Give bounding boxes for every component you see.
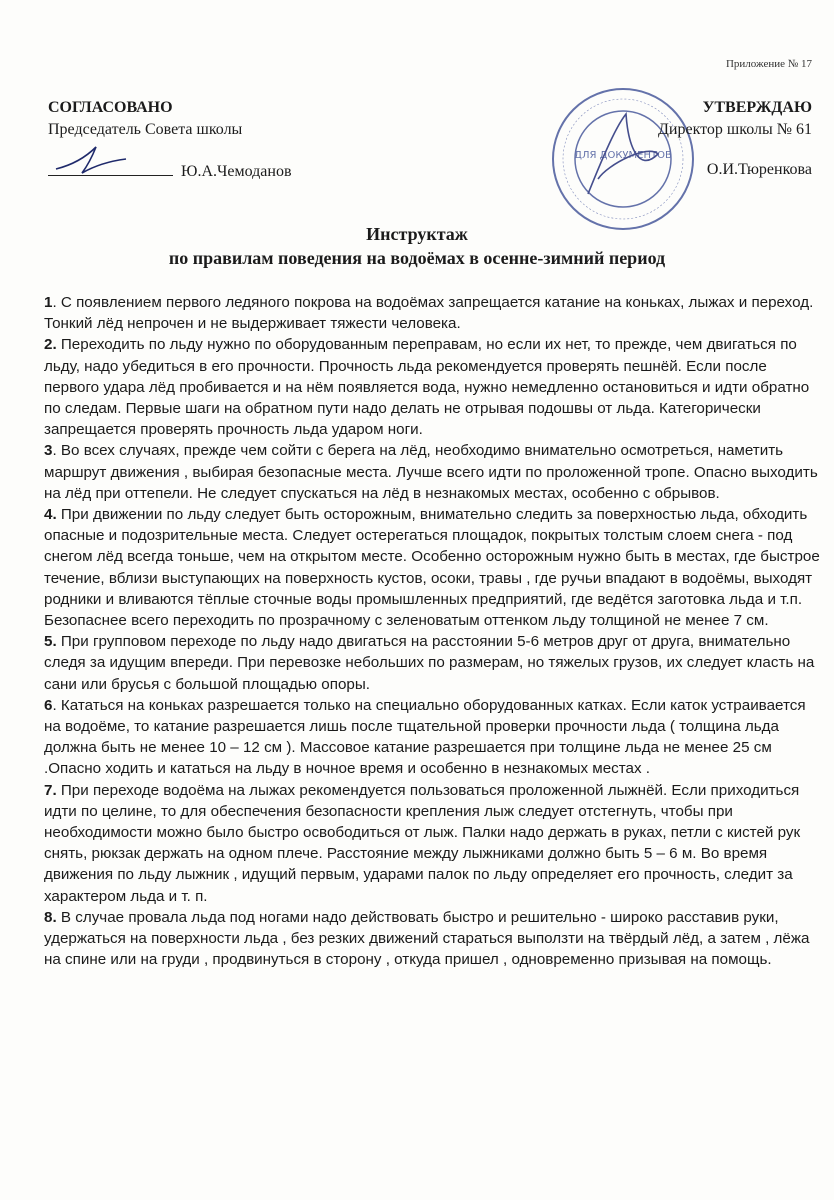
item-number: 4.: [44, 506, 57, 524]
document-title-block: [0, 222, 834, 270]
stamp-text: ДЛЯ ДОКУМЕНТОВ: [574, 150, 672, 161]
item-number: 7.: [44, 781, 57, 799]
item-text: При переходе водоёма на лыжах рекомендуется пользоваться проложенной лыжнёй. Если приходиться идти по целине, то для обеспечения безопасности крепления лыж следует отстегнуть, чтобы при необходимости можно было быстро освободиться от лыж. Палки надо держать в руках, петли с кистей рук снять, рюкзак держать на одном плече. Расстояние между лыжниками должно быть 5 – 6 м. Во время движения по льду лыжник , идущий первым, ударами палок по льду определяет его прочность, следит за характером льда и т. п.: [44, 781, 801, 905]
item-number: 2.: [44, 336, 57, 354]
item-text: . С появлением первого ледяного покрова на водоёмах запрещается катание на коньках, лыжах и переход. Тонкий лёд непрочен и не выдерживает тяжести человека.: [44, 294, 814, 333]
agreed-name: Ю.А.Чемоданов: [181, 163, 292, 180]
document-subtitle: по правилам поведения на водоёмах в осенне-зимний период: [168, 248, 666, 268]
approval-block-left: [48, 97, 292, 183]
item-text: . Кататься на коньках разрешается только на специально оборудованных катках. Если каток устраивается на водоёме, то катание разрешается лишь после тщательной проверки прочности льда ( толщина льда должна быть не менее 10 – 12 см ). Массовое катание разрешается при толщине льда не менее 25 см .Опасно ходить и кататься на льду в ночное время и особенно в незнакомых местах .: [44, 696, 806, 778]
instruction-item-1: [44, 292, 822, 334]
item-number: 6: [44, 696, 53, 714]
item-text: . Во всех случаях, прежде чем сойти с берега на лёд, необходимо внимательно осмотреться, наметить маршрут движения , выбирая безопасные места. Лучше всего идти по проложенной тропе. Опасно выходить на лёд при оттепели. Не следует спускаться на лёд в незнакомых местах, особенно с обрывов.: [44, 442, 818, 502]
instruction-item-2: [44, 334, 822, 440]
item-number: 8.: [44, 908, 57, 926]
item-text: Переходить по льду нужно по оборудованным переправам, но если их нет, то прежде, чем двигаться по льду, надо убедиться в его прочности. Прочность льда рекомендуется проверять пешнёй. Если после первого удара лёд пробивается и на нём появляется вода, нужно немедленно остановиться и идти обратно по следам. Первые шаги на обратном пути надо делать не отрывая подошвы от льда. Категорически запрещается проверять прочность льда ударом ноги.: [44, 336, 810, 439]
signature-line: [48, 159, 173, 176]
item-number: 3: [44, 442, 53, 460]
approved-title: УТВЕРЖДАЮ: [702, 99, 812, 116]
instruction-item-6: [44, 695, 822, 780]
approval-block-right: [658, 97, 812, 181]
instruction-item-8: [44, 907, 822, 971]
item-text: В случае провала льда под ногами надо действовать быстро и решительно - широко расставив руки, удержаться на поверхности льда , без резких движений стараться выползти на твёрдый лёд, а затем , лёжа на спине или на груди , продвинуться в сторону , откуда пришел , одновременно призывая на помощь.: [44, 908, 810, 969]
agreed-signature-row: [48, 159, 292, 183]
item-text: При групповом переходе по льду надо двигаться на расстоянии 5-6 метров друг от друга, внимательно следя за идущим впереди. При перевозке небольших по размерам, но тяжелых грузов, их следует класть на сани или брусья с большой площадью опоры.: [44, 633, 815, 693]
item-number: 5.: [44, 633, 57, 651]
item-number: 1: [44, 294, 53, 311]
signature-mark-left: [52, 139, 132, 179]
agreed-position: Председатель Совета школы: [48, 121, 243, 138]
approved-position: Директор школы № 61: [658, 121, 812, 138]
instruction-item-4: [44, 504, 822, 631]
document-title: Инструктаж: [366, 224, 468, 244]
appendix-label: Приложение № 17: [725, 58, 812, 70]
agreed-title: СОГЛАСОВАНО: [48, 99, 173, 116]
instruction-item-5: [44, 631, 822, 695]
item-text: При движении по льду следует быть осторожным, внимательно следить за поверхностью льда, обходить опасные и подозрительные места. Следует остерегаться площадок, покрытых толстым слоем снега - под снегом лёд всегда тоньше, чем на открытом месте. Особенно осторожным нужно быть в местах, где быстрое течение, вблизи выступающих на поверхность кустов, осоки, травы , где ручьи впадают в водоёмы, выходят родники и вливаются тёплые сточные воды промышленных предприятий, где ведётся заготовка льда и т.п. Безопаснее всего переходить по прозрачному с зеленоватым оттенком льду толщиной не менее 7 см.: [44, 506, 820, 630]
instruction-item-3: [44, 440, 822, 504]
approved-name: О.И.Тюренкова: [706, 161, 812, 178]
instruction-body: [44, 292, 822, 971]
instruction-item-7: [44, 780, 822, 907]
